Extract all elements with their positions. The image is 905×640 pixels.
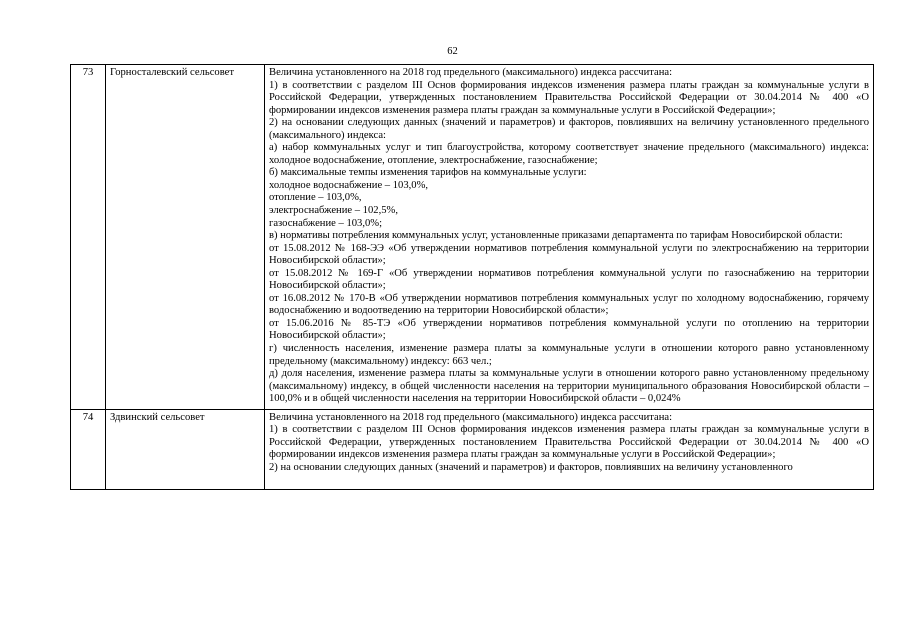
paragraph: г) численность населения, изменение размера платы за коммунальные услуги в отношении которого равно установленному предельному (максимальному) индексу: 663 чел.; bbox=[269, 343, 869, 367]
paragraph: от 16.08.2012 № 170-В «Об утверждении нормативов потребления коммунальных услуг по холодному водоснабжению, горячему водоснабжению и водоотведению на территории Новосибирской области»; bbox=[269, 292, 869, 317]
index-description bbox=[265, 65, 874, 410]
paragraph: холодное водоснабжение – 103,0%, bbox=[269, 179, 429, 191]
paragraph: Величина установленного на 2018 год предельного (максимального) индекса рассчитана: bbox=[269, 67, 673, 78]
row-number: 73 bbox=[71, 65, 106, 410]
row-number: 74 bbox=[71, 409, 106, 489]
municipality-name: Здвинский сельсовет bbox=[106, 409, 265, 489]
table-row bbox=[71, 65, 874, 410]
table-row bbox=[71, 409, 874, 489]
paragraph: электроснабжение – 102,5%, bbox=[269, 205, 398, 217]
paragraph: отопление – 103,0%, bbox=[269, 192, 362, 204]
paragraph: 2) на основании следующих данных (значений и параметров) и факторов, повлиявших на величину установленного bbox=[269, 461, 793, 473]
index-description bbox=[265, 409, 874, 489]
page-number: 62 bbox=[447, 46, 458, 57]
paragraph: от 15.08.2012 № 168-ЭЭ «Об утверждении нормативов потребления коммунальной услуги по электроснабжению на территории Новосибирской области»; bbox=[269, 242, 869, 267]
paragraph: 1) в соответствии с разделом III Основ формирования индексов изменения размера платы граждан за коммунальные услуги в Российской Федерации, утвержденных постановлением Правительства Российской Федерации от 30.04.2014 № 400 «О формировании индексов изменения размера платы граждан за коммунальные услуги в Российской Федерации»; bbox=[269, 79, 869, 116]
paragraph: от 15.06.2016 № 85-ТЭ «Об утверждении нормативов потребления коммунальной услуги по отоплению на территории Новосибирской области»; bbox=[269, 317, 869, 342]
paragraph: Величина установленного на 2018 год предельного (максимального) индекса рассчитана: bbox=[269, 411, 673, 423]
paragraph: б) максимальные темпы изменения тарифов на коммунальные услуги: bbox=[269, 167, 587, 179]
paragraph: а) набор коммунальных услуг и тип благоустройства, которому соответствует значение предельного (максимального) индекса: холодное водоснабжение, отопление, электроснабжение, газоснабжение; bbox=[269, 142, 869, 166]
paragraph: 2) на основании следующих данных (значений и параметров) и факторов, повлиявших на величину установленного предельного (максимального) индекса: bbox=[269, 117, 869, 141]
index-table bbox=[70, 64, 874, 490]
paragraph: 1) в соответствии с разделом III Основ формирования индексов изменения размера платы граждан за коммунальные услуги в Российской Федерации, утвержденных постановлением Правительства Российской Федерации от 30.04.2014 № 400 «О формировании индексов изменения размера платы граждан за коммунальные услуги в Российской Федерации»; bbox=[269, 424, 869, 461]
paragraph: д) доля населения, изменение размера платы за коммунальные услуги в отношении которого равно установленному предельному (максимальному) индексу, в общей численности населения на территории муниципального образования Новосибирской области – 100,0% и в общей численности населения на территории Новосибирской области – 0,024% bbox=[269, 368, 869, 405]
municipality-name: Горносталевский сельсовет bbox=[106, 65, 265, 410]
paragraph: в) нормативы потребления коммунальных услуг, установленные приказами департамента по тарифам Новосибирской области: bbox=[269, 230, 843, 242]
paragraph: от 15.08.2012 № 169-Г «Об утверждении нормативов потребления коммунальной услуги по газоснабжению на территории Новосибирской области»; bbox=[269, 267, 869, 292]
paragraph: газоснабжение – 103,0%; bbox=[269, 217, 383, 229]
